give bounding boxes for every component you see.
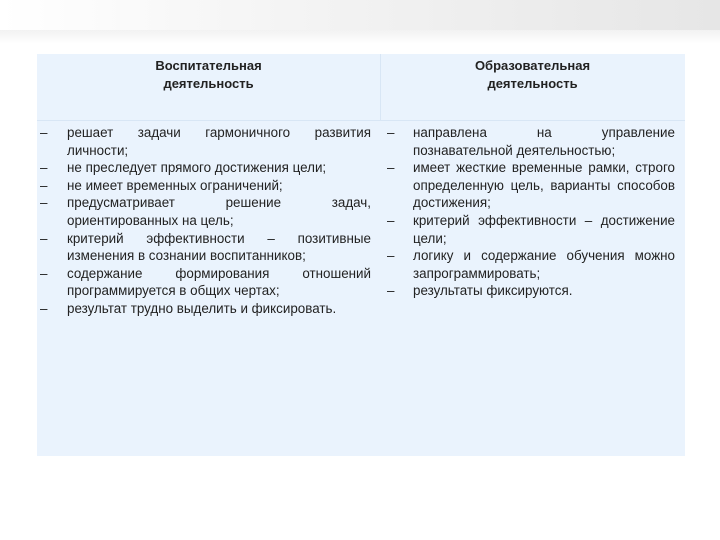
list-item — [387, 212, 675, 247]
list-item-text: предусматривает решение задач, ориентированных на цель; — [67, 195, 371, 228]
bullet-dash: – — [40, 195, 48, 211]
column-header-upbringing-line2: деятельность — [163, 76, 254, 91]
bullet-dash: – — [387, 248, 395, 264]
column-header-education — [380, 57, 685, 93]
list-item — [40, 194, 371, 229]
list-item-text: решает задачи гармоничного развития личности; — [67, 125, 371, 158]
bullet-dash: – — [40, 160, 48, 176]
bullet-dash: – — [387, 160, 395, 176]
top-decorative-fade — [0, 30, 720, 44]
bullet-dash: – — [387, 125, 395, 140]
list-item-text: не преследует прямого достижения цели; — [67, 160, 327, 176]
list-item-text: содержание формирования отношений программируется в общих чертах; — [67, 265, 371, 299]
list-item-text: результат трудно выделить и фиксировать. — [67, 300, 337, 316]
list-item-text: критерий эффективности – достижение цели; — [413, 212, 675, 246]
list-item — [387, 159, 675, 212]
upbringing-items-list — [40, 124, 371, 318]
bullet-dash: – — [387, 212, 395, 228]
education-items-list — [387, 124, 675, 300]
bullet-dash: – — [40, 265, 48, 281]
list-item — [387, 247, 675, 282]
bullet-dash: – — [40, 300, 48, 316]
list-item — [40, 124, 371, 159]
bullet-dash: – — [40, 230, 48, 246]
list-item — [387, 124, 675, 159]
list-item — [40, 265, 371, 300]
list-item-text: логику и содержание обучения можно запрограммировать; — [413, 248, 675, 281]
list-item — [387, 282, 675, 300]
column-header-upbringing — [37, 57, 380, 93]
comparison-table — [37, 54, 685, 456]
list-item — [40, 300, 371, 318]
top-decorative-strip — [0, 0, 720, 30]
list-item-text: имеет жесткие временные рамки, строго определенную цель, варианты способов достижения; — [413, 160, 675, 211]
list-item — [40, 159, 371, 177]
bullet-dash: – — [40, 125, 48, 140]
column-header-education-line1: Образовательная — [474, 58, 591, 73]
column-header-education-line2: деятельность — [487, 76, 578, 91]
list-item — [40, 230, 371, 265]
bullet-dash: – — [40, 177, 48, 193]
list-item — [40, 177, 371, 195]
list-item-text: не имеет временных ограничений; — [67, 177, 283, 193]
list-item-text: направлена на управление познавательной деятельностью; — [413, 125, 675, 158]
column-header-upbringing-line1: Воспитательная — [155, 58, 262, 73]
list-item-text: критерий эффективности – позитивные изменения в сознании воспитанников; — [67, 230, 371, 264]
bullet-dash: – — [387, 283, 395, 299]
list-item-text: результаты фиксируются. — [413, 283, 573, 299]
table-header-row — [37, 54, 685, 121]
